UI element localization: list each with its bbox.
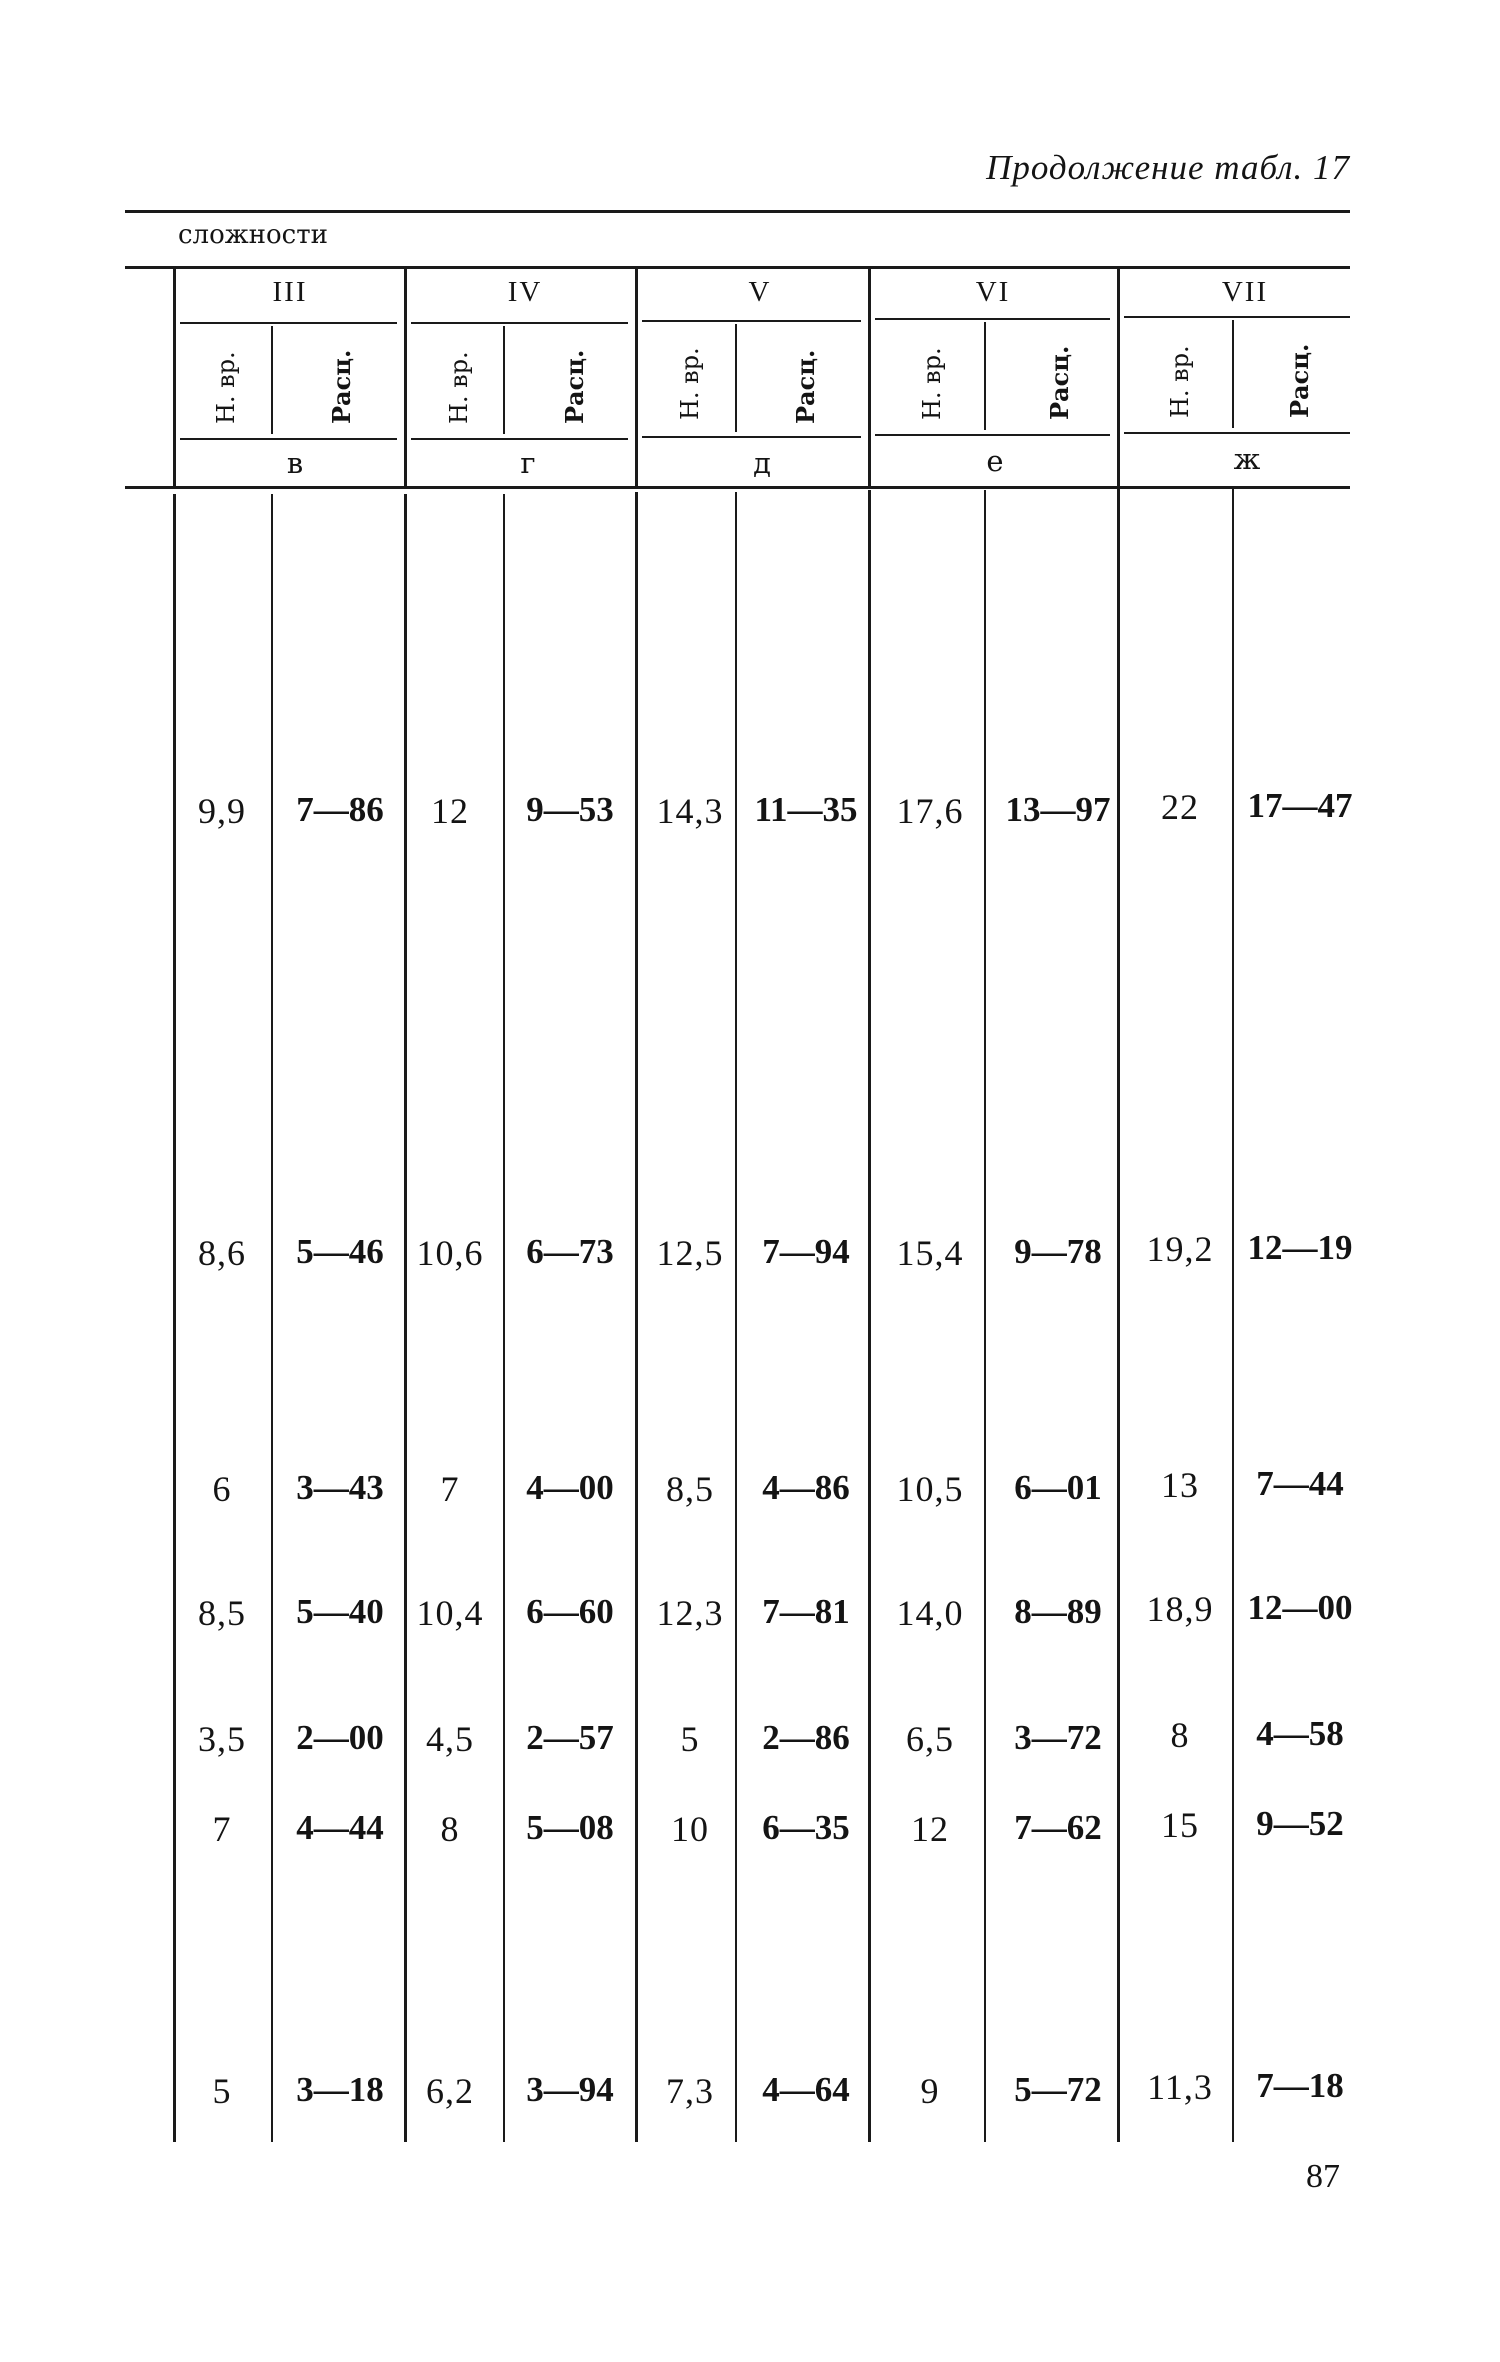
norm-time-cell: 14,0 bbox=[896, 1593, 964, 1633]
rate-cell: 9—52 bbox=[1256, 1804, 1344, 1843]
subheader-rasc-4: Расц. bbox=[1045, 345, 1074, 420]
body-column-line bbox=[868, 490, 871, 2142]
body-column-line bbox=[173, 494, 176, 2142]
roman-underline-2 bbox=[411, 322, 628, 324]
group-separator-2 bbox=[635, 266, 638, 486]
subheader-rasc-5: Расц. bbox=[1285, 343, 1314, 418]
letter-topline-3 bbox=[642, 436, 861, 438]
letter-topline-2 bbox=[411, 438, 628, 440]
group-letter-e: е bbox=[986, 444, 1004, 478]
norm-time-cell: 5 bbox=[212, 2071, 232, 2111]
subheader-rasc-1: Расц. bbox=[327, 349, 356, 424]
group-separator-4 bbox=[1117, 266, 1120, 486]
group-roman-vii: VII bbox=[1221, 276, 1269, 308]
group-separator-3 bbox=[868, 266, 871, 486]
norm-time-cell: 12,5 bbox=[656, 1233, 724, 1273]
rate-cell: 6—35 bbox=[762, 1808, 850, 1847]
subheader-rasc-3: Расц. bbox=[791, 349, 820, 424]
norm-time-cell: 5 bbox=[680, 1719, 700, 1759]
group-letter-g: г bbox=[520, 446, 536, 480]
norm-time-cell: 7 bbox=[212, 1809, 232, 1849]
rate-cell: 7—86 bbox=[296, 790, 384, 829]
rate-cell: 8—89 bbox=[1014, 1592, 1102, 1631]
subheader-separator-2 bbox=[503, 326, 505, 434]
group-roman-v: V bbox=[748, 276, 772, 308]
rate-cell: 5—46 bbox=[296, 1232, 384, 1271]
body-column-line bbox=[984, 490, 986, 2142]
subheader-hvr-1: Н. вр. bbox=[212, 351, 240, 424]
rate-cell: 3—94 bbox=[526, 2070, 614, 2109]
rate-cell: 7—44 bbox=[1256, 1464, 1344, 1503]
rate-cell: 4—58 bbox=[1256, 1714, 1344, 1753]
norm-time-cell: 7,3 bbox=[666, 2071, 714, 2111]
norm-time-cell: 8 bbox=[1170, 1715, 1190, 1755]
body-column-line bbox=[735, 492, 737, 2142]
norm-time-cell: 12 bbox=[431, 791, 469, 831]
rate-cell: 6—01 bbox=[1014, 1468, 1102, 1507]
rate-cell: 2—57 bbox=[526, 1718, 614, 1757]
norm-time-cell: 6,2 bbox=[426, 2071, 474, 2111]
norm-time-cell: 8,6 bbox=[198, 1233, 246, 1273]
norm-time-cell: 10,4 bbox=[416, 1593, 484, 1633]
norm-time-cell: 8,5 bbox=[666, 1469, 714, 1509]
subheader-hvr-2: Н. вр. bbox=[445, 351, 473, 424]
norm-time-cell: 12,3 bbox=[656, 1593, 724, 1633]
norm-time-cell: 11,3 bbox=[1147, 2067, 1213, 2107]
header-group-rule bbox=[125, 266, 1350, 269]
subheader-separator-4 bbox=[984, 322, 986, 430]
page-number: 87 bbox=[1306, 2158, 1340, 2195]
norm-time-cell: 6 bbox=[212, 1469, 232, 1509]
norm-time-cell: 7 bbox=[440, 1469, 460, 1509]
group-letter-zh: ж bbox=[1233, 442, 1261, 476]
rate-cell: 7—81 bbox=[762, 1592, 850, 1631]
rate-cell: 5—72 bbox=[1014, 2070, 1102, 2109]
body-column-line bbox=[1117, 488, 1120, 2142]
norm-time-cell: 13 bbox=[1161, 1465, 1199, 1505]
subheader-separator-5 bbox=[1232, 320, 1234, 428]
left-border-line bbox=[173, 266, 176, 486]
roman-underline-1 bbox=[180, 322, 397, 324]
rate-cell: 7—62 bbox=[1014, 1808, 1102, 1847]
norm-time-cell: 10,5 bbox=[896, 1469, 964, 1509]
rate-cell: 13—97 bbox=[1005, 790, 1111, 829]
norm-time-cell: 19,2 bbox=[1146, 1229, 1214, 1269]
letter-topline-1 bbox=[180, 438, 397, 440]
norm-time-cell: 3,5 bbox=[198, 1719, 246, 1759]
rate-cell: 12—00 bbox=[1247, 1588, 1353, 1627]
group-roman-iii: III bbox=[272, 276, 308, 308]
norm-time-cell: 15 bbox=[1161, 1805, 1199, 1845]
norm-time-cell: 8 bbox=[440, 1809, 460, 1849]
body-column-line bbox=[635, 492, 638, 2142]
rate-cell: 4—86 bbox=[762, 1468, 850, 1507]
rate-cell: 2—00 bbox=[296, 1718, 384, 1757]
rate-cell: 4—64 bbox=[762, 2070, 850, 2109]
norm-time-cell: 10,6 bbox=[416, 1233, 484, 1273]
rate-cell: 9—78 bbox=[1014, 1232, 1102, 1271]
complexity-group-label: сложности bbox=[178, 220, 328, 250]
norm-time-cell: 22 bbox=[1161, 787, 1199, 827]
rate-cell: 5—08 bbox=[526, 1808, 614, 1847]
rate-cell: 3—43 bbox=[296, 1468, 384, 1507]
subheader-hvr-5: Н. вр. bbox=[1166, 345, 1194, 418]
rate-cell: 11—35 bbox=[754, 790, 858, 829]
body-column-line bbox=[271, 494, 273, 2142]
roman-underline-3 bbox=[642, 320, 861, 322]
letter-topline-5 bbox=[1124, 432, 1350, 434]
norm-time-cell: 4,5 bbox=[426, 1719, 474, 1759]
subheader-separator-1 bbox=[271, 326, 273, 434]
rate-cell: 12—19 bbox=[1247, 1228, 1353, 1267]
subheader-rasc-2: Расц. bbox=[560, 349, 589, 424]
header-bottom-rule bbox=[125, 486, 1350, 489]
group-roman-iv: IV bbox=[507, 276, 543, 308]
body-column-line bbox=[503, 494, 505, 2142]
rate-cell: 3—18 bbox=[296, 2070, 384, 2109]
subheader-hvr-3: Н. вр. bbox=[676, 347, 704, 420]
rate-cell: 6—60 bbox=[526, 1592, 614, 1631]
norm-time-cell: 8,5 bbox=[198, 1593, 246, 1633]
norm-time-cell: 9 bbox=[920, 2071, 940, 2111]
rate-cell: 9—53 bbox=[526, 790, 614, 829]
rate-cell: 4—44 bbox=[296, 1808, 384, 1847]
rate-cell: 17—47 bbox=[1247, 786, 1353, 825]
norm-time-cell: 6,5 bbox=[906, 1719, 954, 1759]
rate-cell: 7—94 bbox=[762, 1232, 850, 1271]
body-column-line bbox=[1232, 488, 1234, 2142]
norm-time-cell: 14,3 bbox=[656, 791, 724, 831]
body-column-line bbox=[404, 494, 407, 2142]
roman-underline-4 bbox=[875, 318, 1110, 320]
letter-topline-4 bbox=[875, 434, 1110, 436]
roman-underline-5 bbox=[1124, 316, 1350, 318]
subheader-separator-3 bbox=[735, 324, 737, 432]
rate-cell: 3—72 bbox=[1014, 1718, 1102, 1757]
group-separator-1 bbox=[404, 266, 407, 486]
subheader-hvr-4: Н. вр. bbox=[918, 347, 946, 420]
rate-cell: 7—18 bbox=[1256, 2066, 1344, 2105]
group-letter-v: в bbox=[286, 446, 304, 480]
group-roman-vi: VI bbox=[975, 276, 1011, 308]
norm-time-cell: 17,6 bbox=[896, 791, 964, 831]
norm-time-cell: 12 bbox=[911, 1809, 949, 1849]
table-continuation-caption: Продолжение табл. 17 bbox=[986, 148, 1350, 187]
rate-cell: 5—40 bbox=[296, 1592, 384, 1631]
group-letter-d: д bbox=[753, 446, 771, 480]
norm-time-cell: 10 bbox=[671, 1809, 709, 1849]
rate-cell: 4—00 bbox=[526, 1468, 614, 1507]
header-top-rule bbox=[125, 210, 1350, 213]
norm-time-cell: 15,4 bbox=[896, 1233, 964, 1273]
rate-cell: 6—73 bbox=[526, 1232, 614, 1271]
norm-time-cell: 18,9 bbox=[1146, 1589, 1214, 1629]
norm-time-cell: 9,9 bbox=[198, 791, 246, 831]
rate-cell: 2—86 bbox=[762, 1718, 850, 1757]
